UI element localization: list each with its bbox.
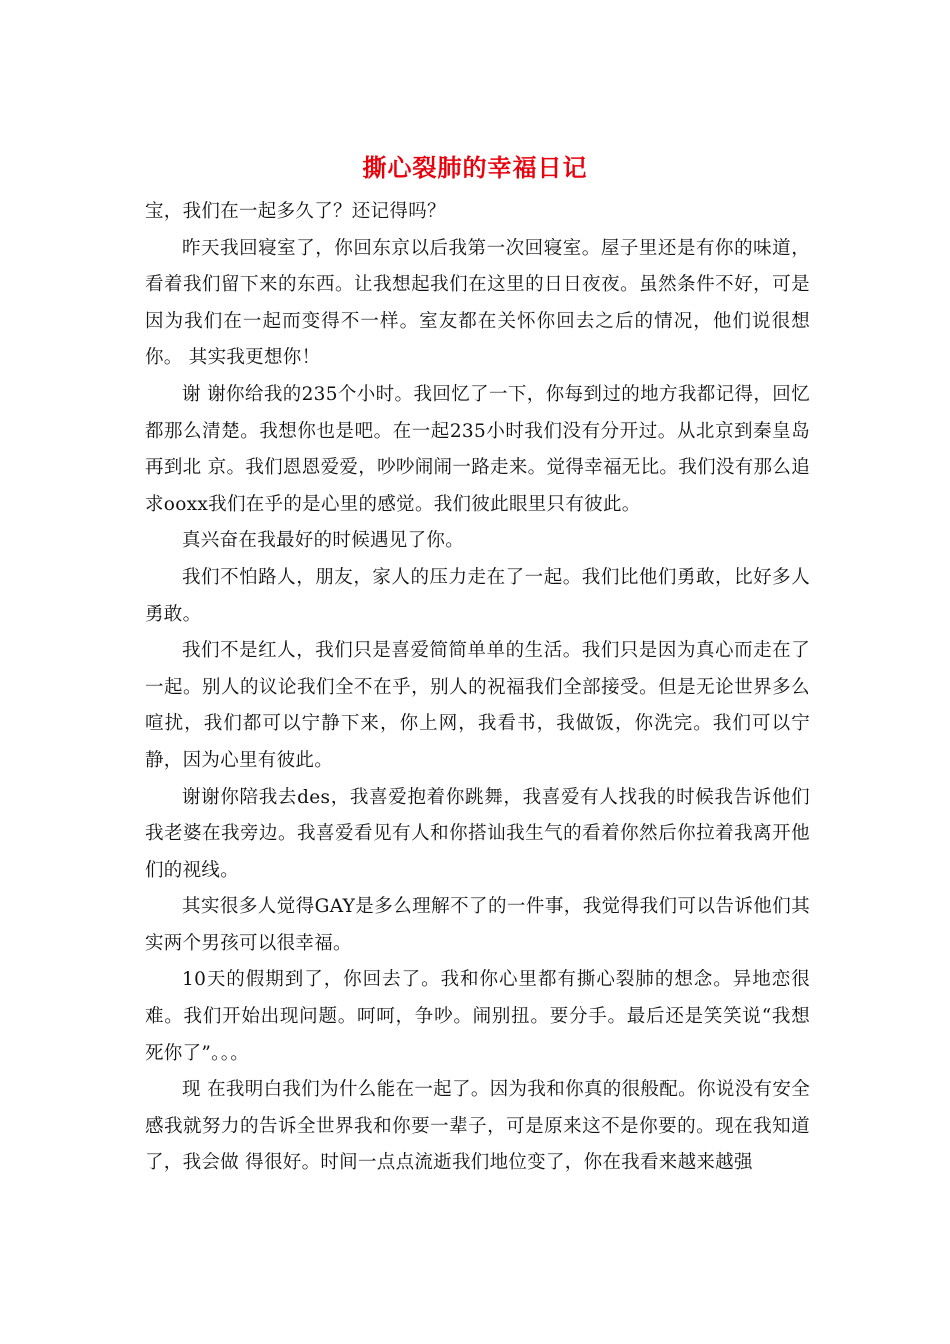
paragraph: 其实很多人觉得GAY是多么理解不了的一件事，我觉得我们可以告诉他们其实两个男孩可以很幸福。 xyxy=(145,896,810,954)
paragraph: 谢 谢你给我的235个小时。我回忆了一下，你每到过的地方我都记得，回忆都那么清楚。我想你也是吧。在一起235小时我们没有分开过。从北京到秦皇岛再到北 京。我们恩恩爱爱，吵吵闹闹一路走来。觉得幸福无比。我们没有那么追求ooxx我们在乎的是心里的感觉。我们彼此眼里只有彼此。 xyxy=(145,383,810,515)
paragraph: 我们不怕路人，朋友，家人的压力走在了一起。我们比他们勇敢，比好多人勇敢。 xyxy=(145,566,810,625)
paragraph: 昨天我回寝室了，你回东京以后我第一次回寝室。屋子里还是有你的味道，看着我们留下来的东西。让我想起我们在这里的日日夜夜。虽然条件不好，可是因为我们在一起而变得不一样。室友都在关怀你回去之后的情况，他们说很想你。 其实我更想你！ xyxy=(145,237,810,369)
paragraph: 宝，我们在一起多久了？还记得吗？ xyxy=(145,201,446,222)
paragraph: 谢谢你陪我去des，我喜爱抱着你跳舞，我喜爱有人找我的时候我告诉他们我老婆在我旁边。我喜爱看见有人和你搭讪我生气的看着你然后你拉着我离开他们的视线。 xyxy=(145,786,810,881)
document-title: 撕心裂肺的幸福日记 xyxy=(362,153,588,182)
paragraph: 我们不是红人，我们只是喜爱简简单单的生活。我们只是因为真心而走在了一起。别人的议论我们全不在乎，别人的祝福我们全部接受。但是无论世界多么喧扰，我们都可以宁静下来，你上网，我看书，我做饭，你洗完。我们可以宁静，因为心里有彼此。 xyxy=(145,640,810,771)
document-body xyxy=(145,194,810,1182)
paragraph: 10天的假期到了，你回去了。我和你心里都有撕心裂肺的想念。异地恋很难。我们开始出现问题。呵呵，争吵。闹别扭。要分手。最后还是笑笑说“我想死你了”。。。 xyxy=(145,969,810,1064)
paragraph: 真兴奋在我最好的时候遇见了你。 xyxy=(182,530,465,552)
paragraph: 现 在我明白我们为什么能在一起了。因为我和你真的很般配。你说没有安全感我就努力的告诉全世界我和你要一辈子，可是原来这不是你要的。现在我知道了，我会做 得很好。时间一点点流逝我们地位变了，你在我看来越来越强 xyxy=(145,1079,810,1174)
